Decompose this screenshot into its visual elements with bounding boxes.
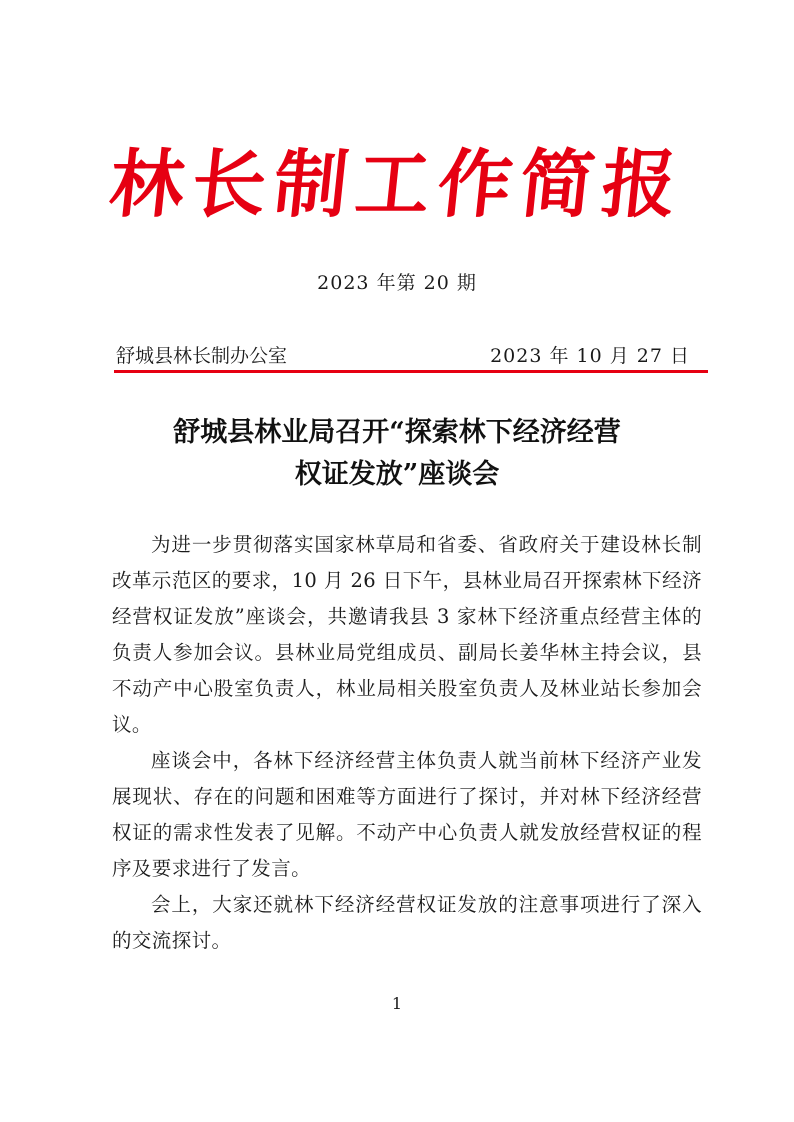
issuing-organization: 舒城县林长制办公室 — [116, 345, 288, 367]
article-body — [112, 527, 702, 959]
body-paragraph-2: 座谈会中，各林下经济经营主体负责人就当前林下经济产业发展现状、存在的问题和困难等方面进行了探讨，并对林下经济经营权证的需求性发表了见解。不动产中心负责人就发放经营权证的程序及要求进行了发言。 — [112, 749, 702, 880]
body-paragraph-3: 会上，大家还就林下经济经营权证发放的注意事项进行了深入的交流探讨。 — [112, 893, 702, 952]
issue-date: 2023 年 10 月 27 日 — [490, 345, 690, 367]
issue-number: 2023 年第 20 期 — [317, 272, 477, 294]
headline-line-1: 舒城县林业局召开“探索林下经济经营 — [173, 417, 621, 448]
red-divider-rule — [114, 370, 708, 373]
headline-line-2: 权证发放”座谈会 — [294, 459, 500, 490]
page-number: 1 — [391, 994, 403, 1013]
article-headline — [0, 412, 794, 496]
body-paragraph-1: 为进一步贯彻落实国家林草局和省委、省政府关于建设林长制改革示范区的要求，10 月 26 日下午，县林业局召开探索林下经济经营权证发放”座谈会，共邀请我县 3 家林下经济重点经营主体的负责人参加会议。县林业局党组成员、副局长姜华林主持会议，县不动产中心股室负责人，林业局相关股室负责人及林业站长参加会议。 — [112, 533, 702, 736]
masthead-title: 林长制工作简报 — [105, 142, 689, 228]
